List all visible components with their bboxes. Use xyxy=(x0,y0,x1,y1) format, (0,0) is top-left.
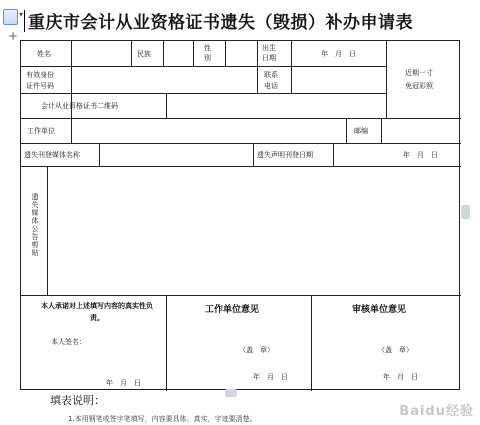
unit-opinion-seal: （盖 章） xyxy=(239,346,274,354)
qr-code-field[interactable] xyxy=(168,95,384,116)
id-number-label: 有效身份 证件号码 xyxy=(26,71,54,90)
lost-media-field[interactable] xyxy=(101,145,251,164)
photo-placeholder[interactable]: 近期一寸 免冠彩照 xyxy=(405,69,433,90)
qr-code-label: 会计从业资格证书二维码 xyxy=(41,102,118,110)
add-icon[interactable]: + xyxy=(8,29,19,43)
row-line xyxy=(21,295,461,296)
announcement-label: 遗失媒体公告剪贴 xyxy=(31,193,39,257)
name-label: 姓名 xyxy=(37,50,51,58)
announcement-paste-area[interactable] xyxy=(49,168,459,293)
commitment-date[interactable]: 年 月 日 xyxy=(106,379,141,387)
work-unit-field[interactable] xyxy=(73,120,344,141)
unit-opinion-date[interactable]: 年 月 日 xyxy=(253,373,288,381)
watermark: Baidu经验 xyxy=(399,404,474,419)
scroll-handle[interactable] xyxy=(461,205,470,219)
birth-date-label: 出生 日期 xyxy=(262,44,276,62)
document-icon[interactable] xyxy=(3,9,18,25)
birth-date-value[interactable]: 年 月 日 xyxy=(321,50,356,58)
name-field[interactable] xyxy=(73,43,129,64)
row-line xyxy=(21,93,386,94)
work-unit-label: 工作单位 xyxy=(27,127,55,135)
gender-label: 性 别 xyxy=(204,44,211,62)
row-line xyxy=(21,66,386,67)
notes-title: 填表说明： xyxy=(50,394,105,407)
ethnicity-field[interactable] xyxy=(165,43,191,64)
signature-label: 本人签名： xyxy=(51,338,86,346)
row-line xyxy=(21,118,461,119)
id-number-field[interactable] xyxy=(73,68,255,91)
phone-label: 联系 电话 xyxy=(264,71,278,90)
commitment-text: 本人承诺对上述填写内容的真实性负责。 xyxy=(41,302,153,322)
lost-date-label: 遗失声明刊登日期 xyxy=(257,151,313,159)
gender-field[interactable] xyxy=(227,43,255,64)
row-line xyxy=(21,143,461,144)
review-opinion-seal: （盖 章） xyxy=(378,346,413,354)
postcode-label: 邮编 xyxy=(354,127,368,135)
review-opinion-title: 审核单位意见 xyxy=(352,305,407,315)
dropdown-caret-icon[interactable]: ▾ xyxy=(19,10,24,19)
review-opinion-date[interactable]: 年 月 日 xyxy=(383,373,418,381)
phone-field[interactable] xyxy=(293,68,384,91)
unit-opinion-title: 工作单位意见 xyxy=(205,305,260,315)
page-break-handle[interactable] xyxy=(225,389,237,397)
lost-date-value[interactable]: 年 月 日 xyxy=(403,151,438,159)
lost-media-label: 遗失刊登媒体名称 xyxy=(24,151,80,159)
ethnicity-label: 民族 xyxy=(137,50,151,58)
note-item: 1.本用钢笔或签字笔填写，内容要具体、真实，字迹要清楚。 xyxy=(68,415,257,423)
postcode-field[interactable] xyxy=(383,120,459,141)
row-line xyxy=(21,166,461,167)
text-cursor xyxy=(24,10,25,32)
form-title: 重庆市会计从业资格证书遗失（毁损）补办申请表 xyxy=(28,13,413,33)
application-form xyxy=(20,40,460,390)
